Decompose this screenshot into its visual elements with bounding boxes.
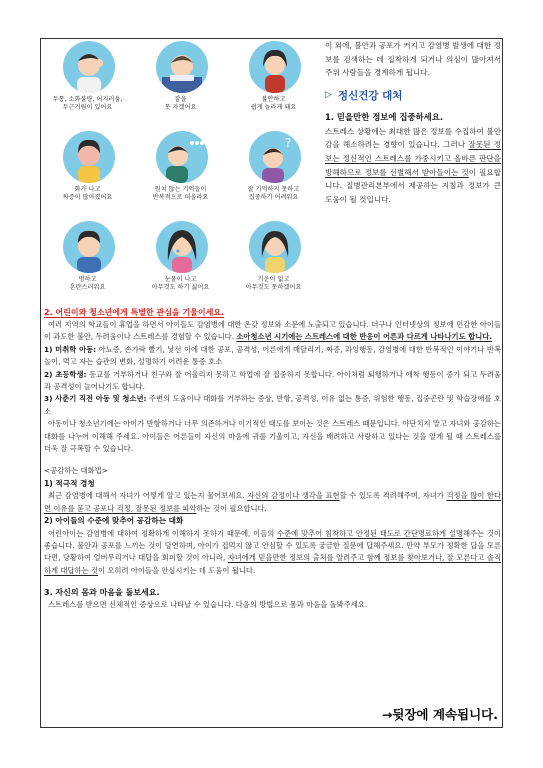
symptom-caption: 잠을 못 자겠어요	[164, 96, 197, 111]
symptom-caption: 눈물이 나고 아무것도 하기 싫어요	[151, 276, 210, 291]
age-label-elementary: 2) 초등학생:	[44, 369, 87, 379]
c2-text-c: 이 오히려 아이들을 안심시키는 데 도움이 됩니다.	[97, 565, 256, 575]
right-column	[325, 39, 501, 206]
svg-text:?: ?	[285, 136, 292, 150]
forgetful-person-icon	[249, 131, 301, 183]
age-text-elementary: 등교를 거부하거나 친구와 잘 어울리지 못하고 학업에 잘 집중하지 못합니다. 아이처럼 퇴행하거나 애착 행동이 증가 되고 두려움과 공격성이 늘어나기도 합니다.	[44, 369, 501, 392]
document-page	[40, 38, 503, 728]
intro-paragraph: 이 외에, 불안과 공포가 커지고 감염병 발생에 대한 정보를 검색하는 데 집착하게 되거나 의심이 많아져서 주위 사람들을 경계하게 됩니다.	[325, 41, 501, 78]
symptom-card-angry	[41, 129, 134, 217]
item1-text-a: 스트레스 상황에는 최대한 많은 정보를 수집하여 불안감을 해소하려는 경향이 있습니다. 그러나	[325, 126, 501, 150]
symptom-card-anxious	[227, 39, 320, 127]
active-listening-paragraph	[44, 490, 501, 515]
symptom-illustration-grid	[41, 39, 321, 305]
symptom-card-crying	[134, 219, 227, 307]
symptom-caption: 잘 기억하지 못하고 집중하기 어려워요	[247, 186, 300, 201]
level-conversation-title: 2) 아이들의 수준에 맞추어 공감하는 대화	[44, 516, 184, 526]
self-care-paragraph: 스트레스를 받으면 신체적인 증상으로 나타날 수 있습니다. 다음의 방법으로 몸과 마음을 돌봐주세요.	[48, 600, 368, 610]
symptom-caption: 원치 않는 기억들이 반복적으로 떠올라요	[152, 186, 209, 201]
symptom-card-headache	[41, 39, 134, 127]
c1-underlined-1: 자신의 감정이나 생각을 표현	[247, 491, 340, 501]
active-listening-title: 1) 적극적 경청	[44, 478, 95, 488]
children-intro-text: 여러 지역의 학교들이 휴업을 하면서 아이들도 감염병에 대한 온갖 정보와 소문에 노출되고 있습니다. 더구나 인터넷상의 정보에 민감한 아이들이 과도한 불안, 두려움이나 스트레스를 경험할 수 있습니다.	[44, 320, 501, 342]
level-conversation-paragraph	[44, 528, 501, 578]
c1-text-a: 최근 감염병에 대해서 자녀가 어떻게 알고 있는지 물어보세요.	[48, 491, 248, 501]
section-title-mental-health	[325, 88, 501, 103]
children-intro-emphasis: 소아청소년 시기에는 스트레스에 대한 반응이 어른과 다르게 나타나기도 합니다.	[236, 332, 493, 342]
conversation-method-title: <공감하는 대화법>	[44, 466, 108, 476]
age-group-elementary	[44, 369, 501, 394]
item1-text-b: 이 필요합니다. 질병관리본부에서 제공하는 지침과 정보가 큰 도움이 될 것입니다.	[325, 167, 501, 204]
headache-person-icon	[63, 41, 115, 93]
symptom-card-forgetful	[227, 129, 320, 217]
item1-text-underlined: 잘못된 정보는 정신적인 스트레스를 가중시키고 올바른 판단을 방해하므로 정보를 선별해서 받아들이는 것	[325, 140, 502, 177]
age-group-preschool	[44, 344, 501, 369]
heading-children-youth: 2. 어린이와 청소년에게 특별한 관심을 기울이세요.	[44, 308, 225, 317]
item1-paragraph	[325, 125, 501, 207]
age-text-preschool: 아뇨증, 손가락 빨기, 낯선 이에 대한 공포, 공격성, 어른에게 매달리기, 짜증, 과잉행동, 감염병에 대한 반복적인 이야기나 반복놀이, 먹고 자는 습관의 변화, 설명하기 어려운 통증 호소	[44, 344, 501, 367]
c1-text-c: 하는 것이 필요합니다.	[196, 503, 267, 513]
age-group-adolescent	[44, 393, 501, 418]
children-intro-paragraph	[44, 319, 501, 344]
age-label-preschool: 1) 미취학 아동:	[44, 344, 97, 354]
symptom-caption: 멍하고 혼란스러워요	[69, 276, 106, 291]
symptom-caption: 기운이 없고 아무것도 못하겠어요	[245, 276, 302, 291]
tired-person-icon	[249, 221, 301, 273]
symptom-card-confused	[41, 219, 134, 307]
symptom-card-tired	[227, 219, 320, 307]
anxious-person-icon	[249, 41, 301, 93]
body-section	[44, 307, 501, 612]
age-text-adolescent: 주변의 도움이나 대화를 거부하는 증상, 반항, 공격성, 이유 없는 통증, 위험한 행동, 집중곤란 및 학습장애를 호소	[44, 394, 501, 416]
c1-underlined-2: 걱정을 많이 한다면 이유를 묻고 공포나 걱정, 잘못된 정보를 파악	[44, 491, 501, 513]
c2-underlined-2: 자녀에게 믿을만한 정보의 출처를 알려주고 함께 정보를 찾아보거나, 잘 모른다고 솔직하게 대답하는 것	[44, 553, 501, 575]
angry-person-icon	[63, 131, 115, 183]
confused-person-icon	[63, 221, 115, 273]
continued-on-next-page: →뒷장에 계속됩니다.	[381, 707, 498, 722]
age-label-adolescent: 3) 사춘기 직전 아동 및 청소년:	[44, 394, 147, 404]
symptom-caption: 불안하고 쉽게 놀라게 돼요	[250, 96, 297, 111]
symptom-caption: 두통, 소화불량, 어지러움, 두근거림이 있어요	[52, 96, 123, 111]
section-title-text: 정신건강 대처	[337, 89, 403, 102]
c2-text-a: 어린아이는 감염병에 대하여 정확하게 이해하지 못하기 때문에, 이들의	[48, 528, 278, 538]
symptom-card-sleepless	[134, 39, 227, 127]
top-section	[41, 39, 502, 305]
c2-text-b: 해주는 것이 좋습니다. 불안과 공포를 느끼는 것이 당연하며, 아이가 겁먹지 않고 안심할 수 있도록 궁금한 질문에 답해주세요. 만약 부모가 정확한 답을 모른다면, 당황하여 얼버무리거나 대답을 회피할 것이 아니라,	[44, 528, 501, 563]
c1-text-b: 할 수 있도록 격려해주며, 자녀가	[339, 491, 447, 501]
empathy-paragraph: 아동이나 청소년기에는 아이가 반항하거나 너무 의존하거나 이기적인 태도를 보이는 것은 스트레스 때문입니다. 야단치지 말고 자녀와 공감하는 대화를 나누어 이해해 주세요. 아이들은 어른들이 자신의 마음에 귀를 기울이고, 자신을 배려하고 사랑하고 있다는 것을 알게 될 때 스트레스를 더욱 잘 극복할 수 있습니다.	[44, 419, 501, 454]
heading-self-care: 3. 자신의 몸과 마음을 돌보세요.	[44, 588, 160, 598]
symptom-card-remembering	[134, 129, 227, 217]
sleepless-person-icon	[156, 41, 208, 93]
symptom-caption: 화가 나고 짜증이 많아졌어요	[62, 186, 113, 201]
c2-underlined-1: 수준에 맞추어 침착하고 안정된 태도로 간단명료하게 설명	[277, 528, 463, 538]
item1-title: 1. 믿을만한 정보에 집중하세요.	[325, 111, 444, 122]
remembering-person-icon	[156, 131, 208, 183]
triangle-bullet-icon: ▷	[325, 90, 332, 101]
crying-person-icon	[156, 221, 208, 273]
